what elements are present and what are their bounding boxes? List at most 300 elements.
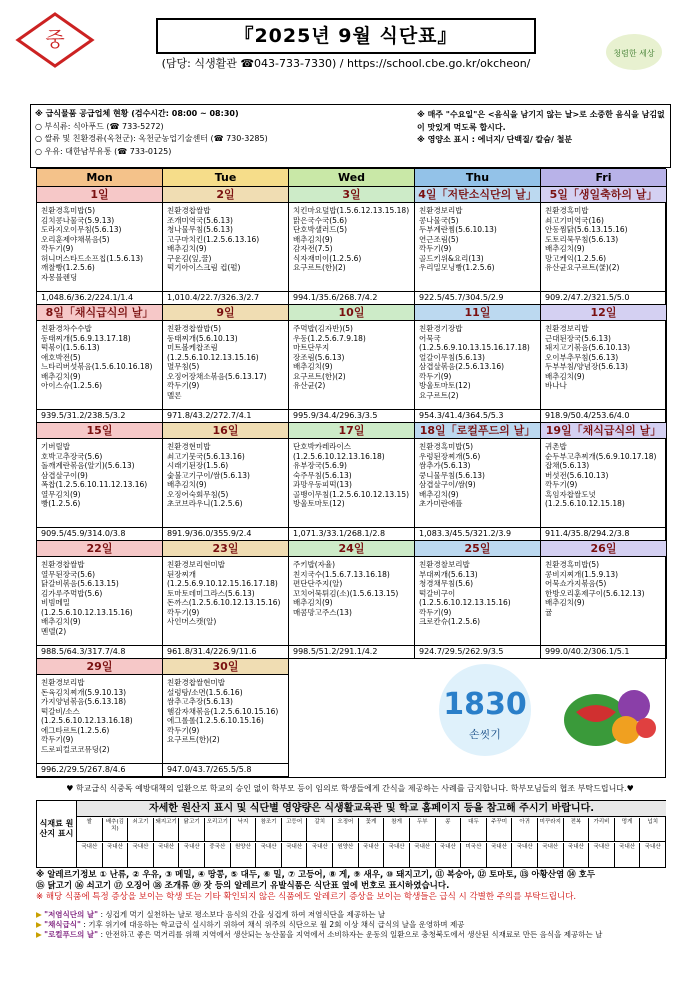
menu-item: 골뱅이무침(1.2.5.6.10.12.13.15)	[293, 489, 410, 499]
snack-notice: ♥ 학교급식 식중독 예방대책의 일환으로 학교의 승인 없이 학부모 등이 임의로 학생들에게 간식을 제공하는 사례를 금지합니다. 학부모님들의 협조 부탁드립니다.♥	[66, 784, 634, 793]
page-title: 『2025년 9월 식단표』	[156, 18, 536, 54]
menu-item: 된장찌개(1.2.5.6.9.10.12.15.16.17.18)	[167, 569, 278, 588]
allergy-line: ※ 알레르기정보 ① 난류, ② 우유, ③ 메밀, ④ 땅콩, ⑤ 대두, ⑥ 밀, ⑦ 고등어, ⑧ 게, ⑨ 새우, ⑩ 돼지고기, ⑪ 복숭아, ⑫ 토마토, ⑬ 아황산염 ⑭ 호두	[36, 870, 596, 880]
day-header-tue: Tue	[163, 169, 289, 187]
weekly-notice	[417, 109, 667, 147]
nutrition-values: 971.8/43.2/272.7/4.1	[163, 409, 288, 422]
menu-item: 쌈추가(5.6.13)	[419, 461, 471, 470]
origin-country: 국내산	[564, 843, 590, 867]
menu-cell	[415, 541, 541, 659]
nutrition-values: 961.8/31.4/226.9/11.6	[163, 645, 288, 658]
menu-cell	[415, 187, 541, 305]
origin-item: 꽃게	[359, 818, 385, 841]
day-header-thu: Thu	[415, 169, 541, 187]
menu-items	[541, 203, 666, 275]
menu-date: 18일「로컬푸드의 날」	[415, 423, 540, 439]
origin-country: 국내산	[538, 843, 564, 867]
origin-item: 참조기	[256, 818, 282, 841]
menu-item: 감자전(7.5)	[293, 244, 333, 253]
day-header-mon: Mon	[37, 169, 163, 187]
menu-cell	[415, 423, 541, 541]
origin-country: 국내산	[307, 843, 333, 867]
menu-item: 주먹밥(김자반)(5)	[293, 324, 353, 333]
wednesday-notice: ※ 매주 "수요일"은 <음식을 남기지 않는 날>로 소중한 음식을 남김없이 맛있게 먹도록 합시다.	[417, 110, 665, 132]
campaign-number: 1830	[443, 687, 527, 722]
menu-item: 장조림(5.6.13)	[293, 352, 345, 362]
menu-cell	[541, 541, 667, 659]
nutrition-values: 1,010.4/22.7/326.3/2.7	[163, 291, 288, 304]
menu-item: 친환경보리밥	[41, 678, 85, 687]
menu-item: 배추김치(9)	[41, 371, 81, 381]
definition-tag: "채식급식"	[44, 920, 81, 929]
menu-item: 깍두기(9)	[41, 244, 74, 253]
definition-text: : 싱겁게 먹기 실천하는 날로 평소보다 음식의 간을 싱겁게 하여 저염식단을 제공하는 날	[98, 910, 386, 919]
origin-item: 돼지고기	[154, 818, 180, 841]
menu-date: 17일	[289, 423, 414, 439]
page-header	[6, 4, 694, 70]
origin-country: 국내산	[359, 843, 385, 867]
origin-country: 원양산	[333, 843, 359, 867]
menu-item: (1.2.5.6.10.12.15.18)	[545, 499, 625, 508]
menu-date: 29일	[37, 659, 162, 675]
menu-item: 열무된장국(5.6)	[41, 569, 96, 579]
menu-date: 24일	[289, 541, 414, 557]
origin-country: 미국산	[461, 843, 487, 867]
menu-item: 안동찜닭(5.6.13.15.16)	[545, 225, 628, 234]
nutrition-values: 954.3/41.4/364.5/5.3	[415, 409, 540, 422]
origin-country: 국내산	[179, 843, 205, 867]
menu-item: 요구르트(한)(2)	[293, 371, 346, 381]
menu-item: 도라지오이무침(5.6.13)	[41, 225, 122, 234]
menu-item: 유산균요구르트(쿨)(2)	[545, 263, 620, 272]
menu-item: 드로피컬코코뮤딩(2)	[41, 744, 110, 754]
menu-item: 허니머스타드소프칩(1.5.6.13)	[41, 253, 144, 263]
nutrition-values: 947.0/43.7/265.5/5.8	[163, 763, 288, 776]
menu-item: 잡채(5.6.13)	[545, 461, 590, 470]
menu-item: 깍두기(9)	[167, 381, 200, 390]
supplier-title: ※ 급식물품 공급업체 현황 (검수시간: 08:00 ~ 08:30)	[35, 109, 239, 118]
menu-cell	[37, 659, 163, 777]
nutrition-values: 1,048.6/36.2/224.1/1.4	[37, 291, 162, 304]
origin-item: 오리고기	[205, 818, 231, 841]
origin-table	[36, 800, 666, 868]
menu-item: 귤	[545, 607, 553, 617]
allergy-legend	[36, 870, 666, 903]
menu-item: 아이스슈(1.2.5.6)	[41, 381, 103, 390]
menu-items	[541, 557, 666, 629]
menu-item: 도토리묵무침(5.6.13)	[545, 234, 619, 244]
origin-country: 국내산	[282, 843, 308, 867]
menu-items	[163, 321, 288, 400]
menu-item: 구운김(잎,꿀)	[167, 253, 212, 263]
menu-item: 청경채무침(5.6)	[419, 579, 474, 588]
logo-text: 중	[45, 27, 65, 51]
menu-item: 얼갈이무침(5.6.13)	[419, 352, 485, 362]
menu-item: 친환경흑미밥(5)	[545, 560, 600, 569]
menu-item: 오이부추무침(5.6.13)	[545, 352, 619, 362]
menu-items	[163, 439, 288, 511]
menu-items	[163, 203, 288, 275]
menu-item: 망고케익(1.2.5.6)	[545, 253, 607, 263]
menu-items	[37, 321, 162, 393]
menu-item: 떡갈비구이(1.2.5.6.10.12.13.15.16)	[419, 588, 511, 607]
origin-item: 낙지	[231, 818, 257, 841]
nutrition-values: 1,083.3/45.5/321.2/3.9	[415, 527, 540, 540]
menu-item: 방울토마토(12)	[293, 499, 345, 508]
menu-date: 3일	[289, 187, 414, 203]
menu-item: 깍두기(9)	[167, 725, 200, 735]
menu-item: 크로칸슈(1.2.5.6)	[419, 617, 481, 626]
menu-item: 유부장국(5.6.9)	[293, 461, 347, 470]
origin-country: 국내산	[384, 843, 410, 867]
menu-item: 김치콩나물국(5.9.13)	[41, 215, 115, 225]
menu-items	[541, 439, 666, 511]
menu-item: 에그타르트(1.2.5.6)	[41, 725, 110, 735]
supplier-item: ○ 우유: 대한남부유통 (☎ 733-0125)	[35, 146, 172, 156]
menu-item: 돈육김치찌개(5.9.10.13)	[41, 687, 127, 697]
origin-item: 아귀	[512, 818, 538, 841]
supplier-item: ○ 쌀류 및 친환경류(옥천군): 옥천군농업기술센터 (☎ 730-3285)	[35, 134, 268, 143]
origin-items-row	[77, 818, 666, 842]
menu-item: 돌깨계란볶음(알기)(5.6.13)	[41, 461, 135, 470]
menu-item: 쇠고기미역국(16)	[545, 215, 604, 225]
menu-date: 4일「저탄소식단의 날」	[415, 187, 540, 203]
menu-item: 근대된장국(5.6.13)	[545, 333, 611, 343]
origin-item: 고등어	[282, 818, 308, 841]
origin-item: 넙치	[640, 818, 666, 841]
menu-item: 주키밥(자율)	[293, 560, 336, 569]
menu-item: 떡볶이(1.5.6.13)	[41, 343, 100, 352]
menu-items	[289, 321, 414, 393]
menu-item: 친환경현미밥	[167, 442, 211, 451]
menu-item: 친지국수(1.5.6.7.13.16.18)	[293, 569, 390, 579]
menu-item: 햄감자채볶음(1.2.5.6.10.15.16)	[167, 706, 279, 716]
menu-item: 친환경보리밥	[419, 206, 463, 215]
nutrition-values: 1,071.3/33.1/268.1/2.8	[289, 527, 414, 540]
origin-country: 국내산	[256, 843, 282, 867]
origin-item: 갈치	[307, 818, 333, 841]
menu-cell	[289, 187, 415, 305]
menu-item: 비빔메밀(1.2.5.6.10.12.13.15.16)	[41, 598, 133, 617]
origin-item: 두부	[410, 818, 436, 841]
menu-items	[415, 557, 540, 629]
menu-cell	[37, 187, 163, 305]
menu-date: 5일「생일축하의 날」	[541, 187, 666, 203]
supplier-info-box	[30, 104, 671, 168]
day-definition	[36, 910, 666, 920]
menu-date: 19일「채식급식의 날」	[541, 423, 666, 439]
origin-country: 국내산	[103, 843, 129, 867]
menu-cell	[415, 305, 541, 423]
origin-country: 국내산	[512, 843, 538, 867]
menu-item: 친환경차수수밥	[41, 324, 92, 333]
menu-item: 김가루주먹밥(5.6)	[41, 588, 103, 598]
menu-item: 기버릴밥	[41, 442, 70, 451]
menu-item: 친환경보리밥	[545, 324, 589, 333]
day-definitions	[36, 910, 666, 940]
menu-item: 사인머스캣(알)	[167, 617, 217, 626]
origin-table-side: 식재료 원산지 표시	[37, 801, 77, 867]
menu-item: 요구르트(한)(2)	[167, 735, 220, 744]
menu-item: 골드키위&요리(13)	[419, 253, 484, 263]
menu-items	[415, 203, 540, 275]
origin-item: 콩	[436, 818, 462, 841]
menu-item: 꼬치어묵튀김(소)(1.5.6.13.15)	[293, 588, 399, 598]
origin-country: 국내산	[77, 843, 103, 867]
menu-item: 청나물무침(5.6.13)	[167, 225, 233, 234]
menu-item: 떡갈비/소스(1.2.5.6.10.12.13.16.18)	[41, 706, 133, 725]
menu-item: 깍두기(9)	[41, 735, 74, 744]
menu-item: 배추김치(9)	[545, 244, 585, 253]
origin-values-row	[77, 843, 666, 867]
school-logo	[14, 10, 96, 70]
nutrition-values: 998.5/51.2/291.1/4.2	[289, 645, 414, 658]
menu-item: 친환경흑미밥(5)	[41, 206, 96, 215]
menu-items	[415, 439, 540, 511]
allergy-line: ⑮ 닭고기 ⑯ 쇠고기 ⑰ 오징어 ⑱ 조개류 ⑲ 잣 등의 알레르기 유발식품은 식단표 옆에 번호로 표시하였습니다.	[36, 881, 450, 891]
menu-item: 동태찌개(5.6.10.13)	[167, 333, 238, 343]
handwash-campaign	[430, 660, 540, 760]
menu-cell	[541, 423, 667, 541]
menu-item: 어묵쇼가지볶음(5)	[545, 579, 607, 588]
origin-country: 국내산	[487, 843, 513, 867]
menu-item: 쌈추고추장(5.6.13)	[167, 697, 233, 706]
menu-item: 설렁탕/소면(1.5.6.16)	[167, 687, 243, 697]
menu-cell	[163, 187, 289, 305]
menu-item: 쿵니물무침(5.6.13)	[419, 470, 485, 480]
menu-date: 26일	[541, 541, 666, 557]
menu-date: 15일	[37, 423, 162, 439]
menu-cell	[163, 423, 289, 541]
supplier-item: ○ 부식류: 식아푸드 (☎ 733-5272)	[35, 121, 164, 131]
menu-item: 깍두기(9)	[419, 371, 452, 381]
origin-item: 닭고기	[179, 818, 205, 841]
menu-item: 단호박샐러드(5)	[293, 225, 348, 234]
menu-date: 25일	[415, 541, 540, 557]
menu-item: 초가미란애플	[419, 499, 463, 508]
menu-item: 어묵국(1.2.5.6.9.10.13.15.16.17.18)	[419, 333, 530, 352]
menu-item: 친환경흑미밥(5)	[419, 442, 474, 451]
menu-item: 돈까스(1.2.5.6.10.12.13.15.16)	[167, 598, 281, 607]
integrity-badge	[604, 32, 664, 72]
day-header-fri: Fri	[541, 169, 667, 187]
menu-item: 바나나	[545, 381, 567, 390]
menu-item: 친환경흑미밥	[545, 206, 589, 215]
menu-item: 떡기아이스크림 컵(펄)	[167, 263, 241, 272]
fruit-illustration	[556, 660, 666, 760]
menu-item: 마트단무지	[293, 343, 330, 352]
menu-item: 애호박전(5)	[41, 352, 81, 362]
menu-item: 귀촌밥	[545, 442, 567, 451]
menu-items	[415, 321, 540, 400]
menu-date: 9일	[163, 305, 288, 321]
menu-items	[37, 557, 162, 636]
origin-item: 쌀	[77, 818, 103, 841]
menu-cell	[289, 305, 415, 423]
nutrition-values: 999.0/40.2/306.1/5.1	[541, 645, 666, 658]
menu-cell	[37, 305, 163, 423]
menu-item: 유산균(2)	[293, 381, 326, 390]
menu-date: 30일	[163, 659, 288, 675]
menu-item: 오징어숙회무침(5)	[167, 489, 229, 499]
menu-item: 버섯전(5.6.10.13)	[545, 470, 609, 480]
nutrition-values: 918.9/50.4/253.6/4.0	[541, 409, 666, 422]
nutrition-values: 996.2/29.5/267.8/4.6	[37, 763, 162, 776]
menu-item: 열무김치(9)	[41, 489, 81, 499]
menu-date: 1일	[37, 187, 162, 203]
menu-items	[163, 557, 288, 629]
menu-item: 숙주무침(5.6.13)	[293, 470, 352, 480]
supplier-list	[35, 108, 415, 158]
origin-country: 국내산	[154, 843, 180, 867]
nutrient-legend: ※ 영양소 표시 : 에너지/ 단백질/ 칼슘/ 철분	[417, 135, 573, 144]
arrow-icon: ▶	[36, 920, 45, 929]
menu-item: 순두부고추찌개(5.6.9.10.17.18)	[545, 451, 657, 461]
menu-cell	[541, 187, 667, 305]
menu-item: 우렁된장찌개(5.6)	[419, 451, 481, 461]
definition-text: : 안전하고 좋은 먹거리를 위해 지역에서 생산되는 농산물을 지역에서 소비하자는 운동의 일환으로 충청북도에서 생산된 식재료로 만든 음식을 제공하는 날	[98, 930, 603, 939]
nutrition-values: 909.5/45.9/314.0/3.8	[37, 527, 162, 540]
origin-country: 국내산	[640, 843, 666, 867]
origin-country: 국내산	[436, 843, 462, 867]
menu-item: 콩나물국(5)	[419, 215, 459, 225]
menu-item: 깍두기(9)	[419, 607, 452, 617]
origin-item: 전복	[564, 818, 590, 841]
menu-item: 자몽블렌딩	[41, 272, 78, 282]
menu-item: 방울토마토(12)	[419, 381, 471, 390]
menu-cell	[163, 305, 289, 423]
menu-cell	[163, 541, 289, 659]
origin-country: 국내산	[589, 843, 615, 867]
menu-item: 친환경찹쌀현미밥	[167, 678, 225, 687]
menu-cell	[289, 541, 415, 659]
menu-item: 깍두기(9)	[419, 244, 452, 253]
menu-cell	[541, 305, 667, 423]
menu-date: 11일	[415, 305, 540, 321]
definition-tag: "로컬푸드의 날"	[44, 930, 99, 939]
menu-item: 미트볼케찹조림(1.2.5.6.10.12.13.15.16)	[167, 343, 259, 362]
origin-item: 참게	[384, 818, 410, 841]
menu-item: 오리훈제야채볶음(5)	[41, 234, 110, 244]
origin-item: 미꾸라지	[538, 818, 564, 841]
menu-items	[163, 675, 288, 747]
menu-item: 우리밀모닝빵(1.2.5.6)	[419, 263, 495, 272]
menu-item: 멘델(2)	[41, 626, 67, 636]
origin-country: 원양산	[231, 843, 257, 867]
menu-items	[289, 439, 414, 511]
arrow-icon: ▶	[36, 910, 45, 919]
menu-item: 배추김치(9)	[167, 480, 207, 489]
menu-date: 10일	[289, 305, 414, 321]
day-header-wed: Wed	[289, 169, 415, 187]
menu-item: 우동(1.2.5.6.7.9.18)	[293, 333, 366, 343]
menu-item: 고구마치킨(1.2.5.6.13.16)	[167, 234, 260, 244]
nutrition-values: 939.5/31.2/238.5/3.2	[37, 409, 162, 422]
menu-item: 숯불고기구이/쌈(5.6.13)	[167, 470, 250, 480]
menu-item: 매콤망고주스(13)	[293, 607, 352, 617]
origin-country: 국내산	[410, 843, 436, 867]
allergy-warning: ※ 해당 식품에 특정 증상을 보이는 학생 또는 기타 확인되지 않은 식품에도 알레르기 증상을 보이는 학생들은 급식 시 각별한 주의를 부탁드립니다.	[36, 892, 577, 902]
menu-item: 배추김치(9)	[293, 362, 333, 371]
contact-line: (담당: 식생활관 ☎043-733-7330) / https://school.cbe.go.kr/okcheon/	[161, 57, 531, 70]
menu-item: 동태찌개(5.6.9.13.17.18)	[41, 333, 131, 343]
menu-items	[289, 557, 414, 629]
menu-item: 한방오리훈제구이(5.6.12.13)	[545, 588, 645, 598]
menu-item: 멸무침(5)	[167, 362, 200, 371]
menu-cell	[37, 541, 163, 659]
menu-item: 초코브라우니(1.2.5.6)	[167, 499, 243, 508]
menu-item: 편단단주지(알)	[293, 579, 343, 588]
nutrition-values: 922.5/45.7/304.5/2.9	[415, 291, 540, 304]
menu-item: 단호박카레라이스	[293, 442, 351, 451]
menu-item: 배추김치(9)	[293, 598, 333, 607]
menu-item: 쇠고기뭇국(5.6.13.16)	[167, 451, 245, 461]
campaign-label: 손씻기	[469, 728, 501, 741]
menu-item: 요구르트(한)(2)	[293, 263, 346, 272]
menu-date: 22일	[37, 541, 162, 557]
origin-item: 오징어	[333, 818, 359, 841]
menu-date: 16일	[163, 423, 288, 439]
origin-item: 가리비	[589, 818, 615, 841]
menu-item: 친환경찹쌀밥	[167, 206, 211, 215]
menu-item: 친환경찹쌀밥(5)	[167, 324, 222, 333]
menu-item: 에그롤롤(1.2.5.6.10.15.16)	[167, 716, 264, 725]
menu-item: 느타리버섯볶음(1.5.6.10.16.18)	[41, 362, 153, 371]
nutrition-values: 891.9/36.0/355.9/2.4	[163, 527, 288, 540]
menu-item: 친환경찹쌀밥	[41, 560, 85, 569]
menu-item: 깍두기(9)	[545, 480, 578, 489]
menu-item: 돼지고기볶음(5.6.10.13)	[545, 343, 631, 352]
menu-cell	[163, 659, 289, 777]
origin-country: 국내산	[128, 843, 154, 867]
menu-items	[37, 439, 162, 511]
nutrition-values: 924.7/29.5/262.9/3.5	[415, 645, 540, 658]
menu-item: 요구르트(2)	[419, 390, 459, 400]
menu-item: 호박고추장국(5.6)	[41, 451, 103, 461]
badge-text: 청렴한 세상	[613, 49, 655, 58]
menu-item: 두부부침/양념장(5.6.13)	[545, 362, 628, 371]
nutrition-values: 988.5/64.3/317.7/4.8	[37, 645, 162, 658]
menu-item: 깨찰빵(1.2.5.6)	[41, 263, 95, 272]
menu-date: 12일	[541, 305, 666, 321]
origin-item: 주꾸미	[487, 818, 513, 841]
menu-item: 토마토데미그라스(5.6.13)	[167, 588, 255, 598]
menu-item: 부대찌개(5.6.13)	[419, 569, 478, 579]
menu-item: 배추김치(9)	[419, 489, 459, 499]
menu-item: 친환경기장밥	[419, 324, 463, 333]
origin-item: 대두	[461, 818, 487, 841]
origin-item: 쇠고기	[128, 818, 154, 841]
menu-item: (1.2.5.6.10.12.13.16.18)	[293, 451, 385, 461]
menu-item: 삼겹살볶음(2.5.6.13.16)	[419, 362, 505, 371]
menu-item: 시래기된장(1.5.6)	[167, 461, 229, 470]
menu-item: 배추김치(9)	[545, 598, 585, 607]
menu-item: 맑은국수국(5.6)	[293, 215, 348, 225]
menu-item: 콩비지찌개(1.5.9.13)	[545, 569, 619, 579]
menu-item: 빵(1.2.5.6)	[41, 499, 81, 508]
menu-items	[289, 203, 414, 275]
menu-item: 멜론	[167, 390, 182, 400]
menu-items	[37, 203, 162, 282]
menu-item: 삼겹살구이(9)	[41, 470, 88, 480]
day-definition	[36, 930, 666, 940]
menu-item: 친환경보리현미밥	[167, 560, 225, 569]
nutrition-values: 995.9/34.4/296.3/3.5	[289, 409, 414, 422]
origin-item: 배추(김치)	[103, 818, 129, 841]
menu-item: 치킨마요덮밥(1.5.6.12.13.15.18)	[293, 206, 410, 215]
menu-item: 폭찹(1.2.5.6.10.11.12.13.16)	[41, 480, 148, 489]
nutrition-values: 994.1/35.6/268.7/4.2	[289, 291, 414, 304]
